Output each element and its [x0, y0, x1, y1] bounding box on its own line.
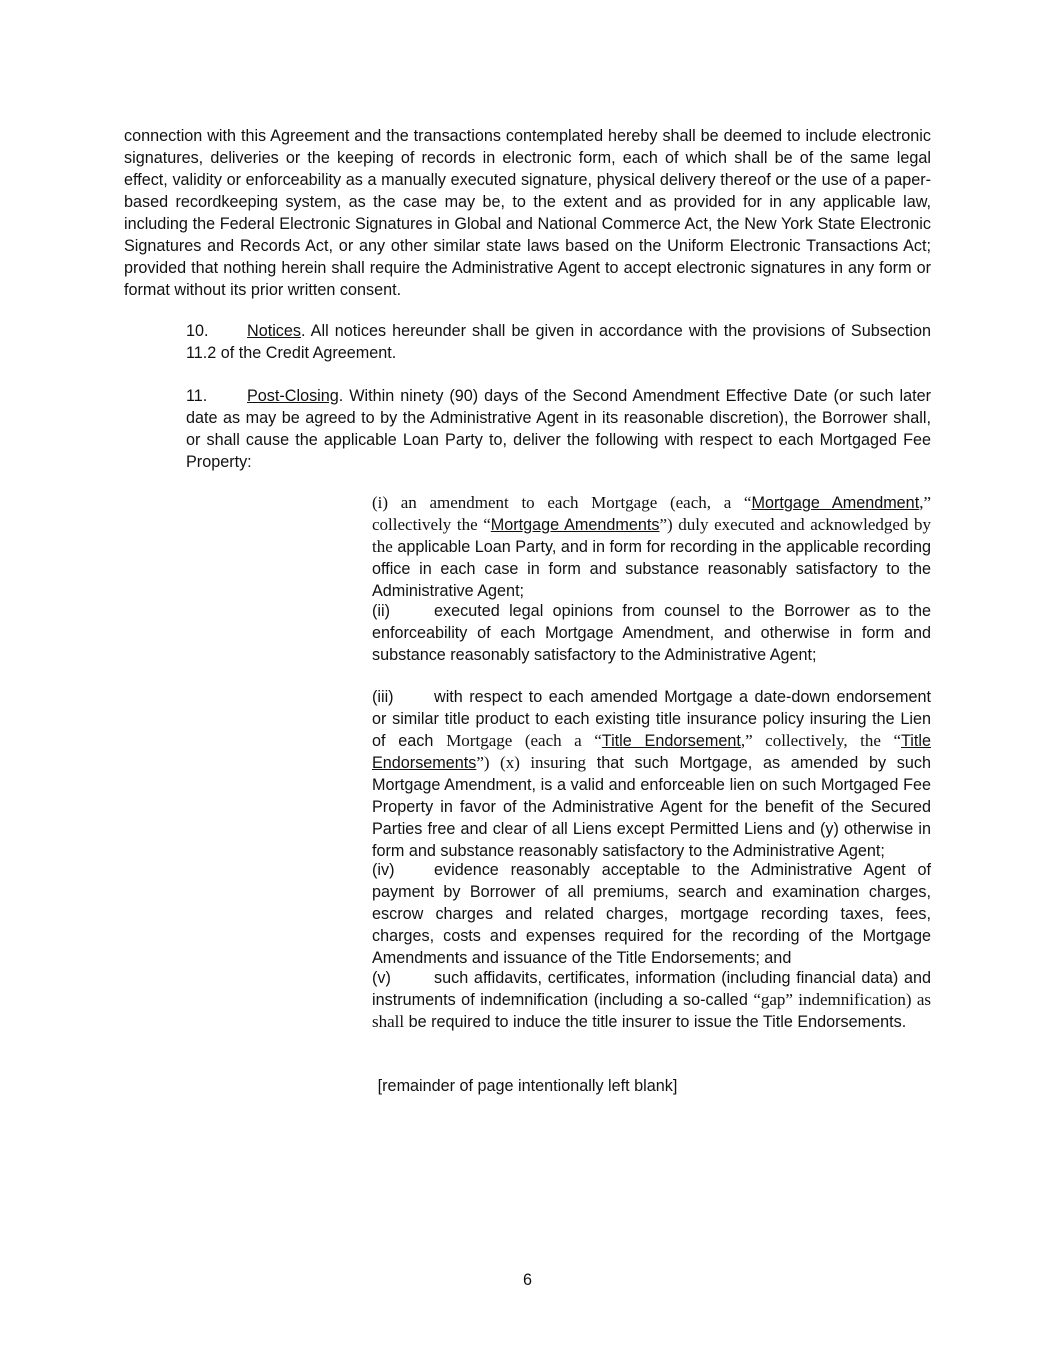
item-iii-text-1: with respect to each amended Mortgage a date-down endorsement or similar title product to each existing title insurance policy insuring the Lien of each [372, 688, 931, 750]
page-number: 6 [522, 1271, 532, 1289]
section-11-text: . Within ninety (90) days of the Second Amendment Effective Date (or such later date as may be agreed to by the Administrative Agent in its reasonable discretion), the Borrower shall, or shall cause the applicable Loan Party to, deliver the following with respect to each Mortgaged Fee Property: [186, 387, 931, 471]
item-iii-term-title-endorsements: Title Endorsements [372, 732, 931, 772]
item-iv-text: evidence reasonably acceptable to the Administrative Agent of payment by Borrower of all premiums, search and examination charges, escrow charges and related charges, mortgage recording taxes, fees, charges, costs and expenses required for the recording of the Mortgage Amendments and issuance of the Title Endorsements; and [372, 861, 931, 967]
item-v [248, 967, 931, 1033]
item-v-label: (v) [372, 969, 391, 987]
item-i-lead: (i) an amendment to each Mortgage (each, a “ [372, 493, 752, 512]
item-iv [248, 859, 931, 969]
item-iii-label: (iii) [372, 688, 394, 706]
item-iii-term-title-endorsement: Title Endorsement [601, 732, 741, 750]
section-10 [124, 320, 931, 364]
item-i-mid: ,” collectively the “ [372, 493, 931, 534]
item-i-tail: ”) duly executed and acknowledged by the [372, 515, 931, 556]
section-11 [124, 385, 931, 473]
item-v-text-2: be required to induce the title insurer to issue the Title Endorsements. [404, 1013, 907, 1031]
item-iii-serif-1: Mortgage (each a “ [446, 731, 602, 750]
section-11-number: 11. [186, 387, 208, 405]
item-v-text-1: such affidavits, certificates, information (including financial data) and instruments of indemnification (including a so-called [372, 969, 931, 1009]
item-ii-text: executed legal opinions from counsel to the Borrower as to the enforceability of each Mortgage Amendment, and otherwise in form and substance reasonably satisfactory to the Administrative Agent; [372, 602, 931, 664]
item-ii [248, 600, 931, 666]
item-iii [248, 686, 931, 862]
paragraph-intro: connection with this Agreement and the transactions contemplated hereby shall be deemed to include electronic signatures, deliveries or the keeping of records in electronic form, each of which shall be of the same legal effect, validity or enforceability as a manually executed signature, physical delivery thereof or the use of a paper-based recordkeeping system, as the case may be, to the extent and as provided for in any applicable law, including the Federal Electronic Signatures in Global and National Commerce Act, the New York State Electronic Signatures and Records Act, or any other similar state laws based on the Uniform Electronic Transactions Act; provided that nothing herein shall require the Administrative Agent to accept electronic signatures in any form or format without its prior written consent. [124, 127, 931, 299]
remainder-note: [remainder of page intentionally left blank] [377, 1077, 678, 1095]
item-iii-serif-3: ”) (x) insuring [476, 753, 587, 772]
section-10-number: 10. [186, 322, 209, 340]
item-iv-label: (iv) [372, 861, 395, 879]
section-10-heading: Notices [247, 322, 301, 340]
item-v-serif-1: “gap” indemnification) as shall [372, 990, 931, 1031]
item-i [248, 492, 931, 602]
item-i-rest: applicable Loan Party, and in form for recording in the applicable recording office in each case in form and substance reasonably satisfactory to the Administrative Agent; [372, 538, 931, 600]
item-i-term-mortgage-amendment: Mortgage Amendment [751, 494, 920, 512]
item-i-term-mortgage-amendments: Mortgage Amendments [490, 516, 660, 534]
section-11-heading: Post-Closing [247, 387, 339, 405]
item-ii-label: (ii) [372, 602, 390, 620]
item-iii-serif-2: ,” collectively, the “ [740, 731, 901, 750]
item-iii-text-2: that such Mortgage, as amended by such Mortgage Amendment, is a valid and enforceable lien on such Mortgaged Fee Property in favor of the Administrative Agent for the benefit of the Secured Parties free and clear of all Liens except Permitted Liens and (y) otherwise in form and substance reasonably satisfactory to the Administrative Agent; [372, 754, 931, 860]
section-10-text: . All notices hereunder shall be given in accordance with the provisions of Subsection 11.2 of the Credit Agreement. [186, 322, 931, 362]
